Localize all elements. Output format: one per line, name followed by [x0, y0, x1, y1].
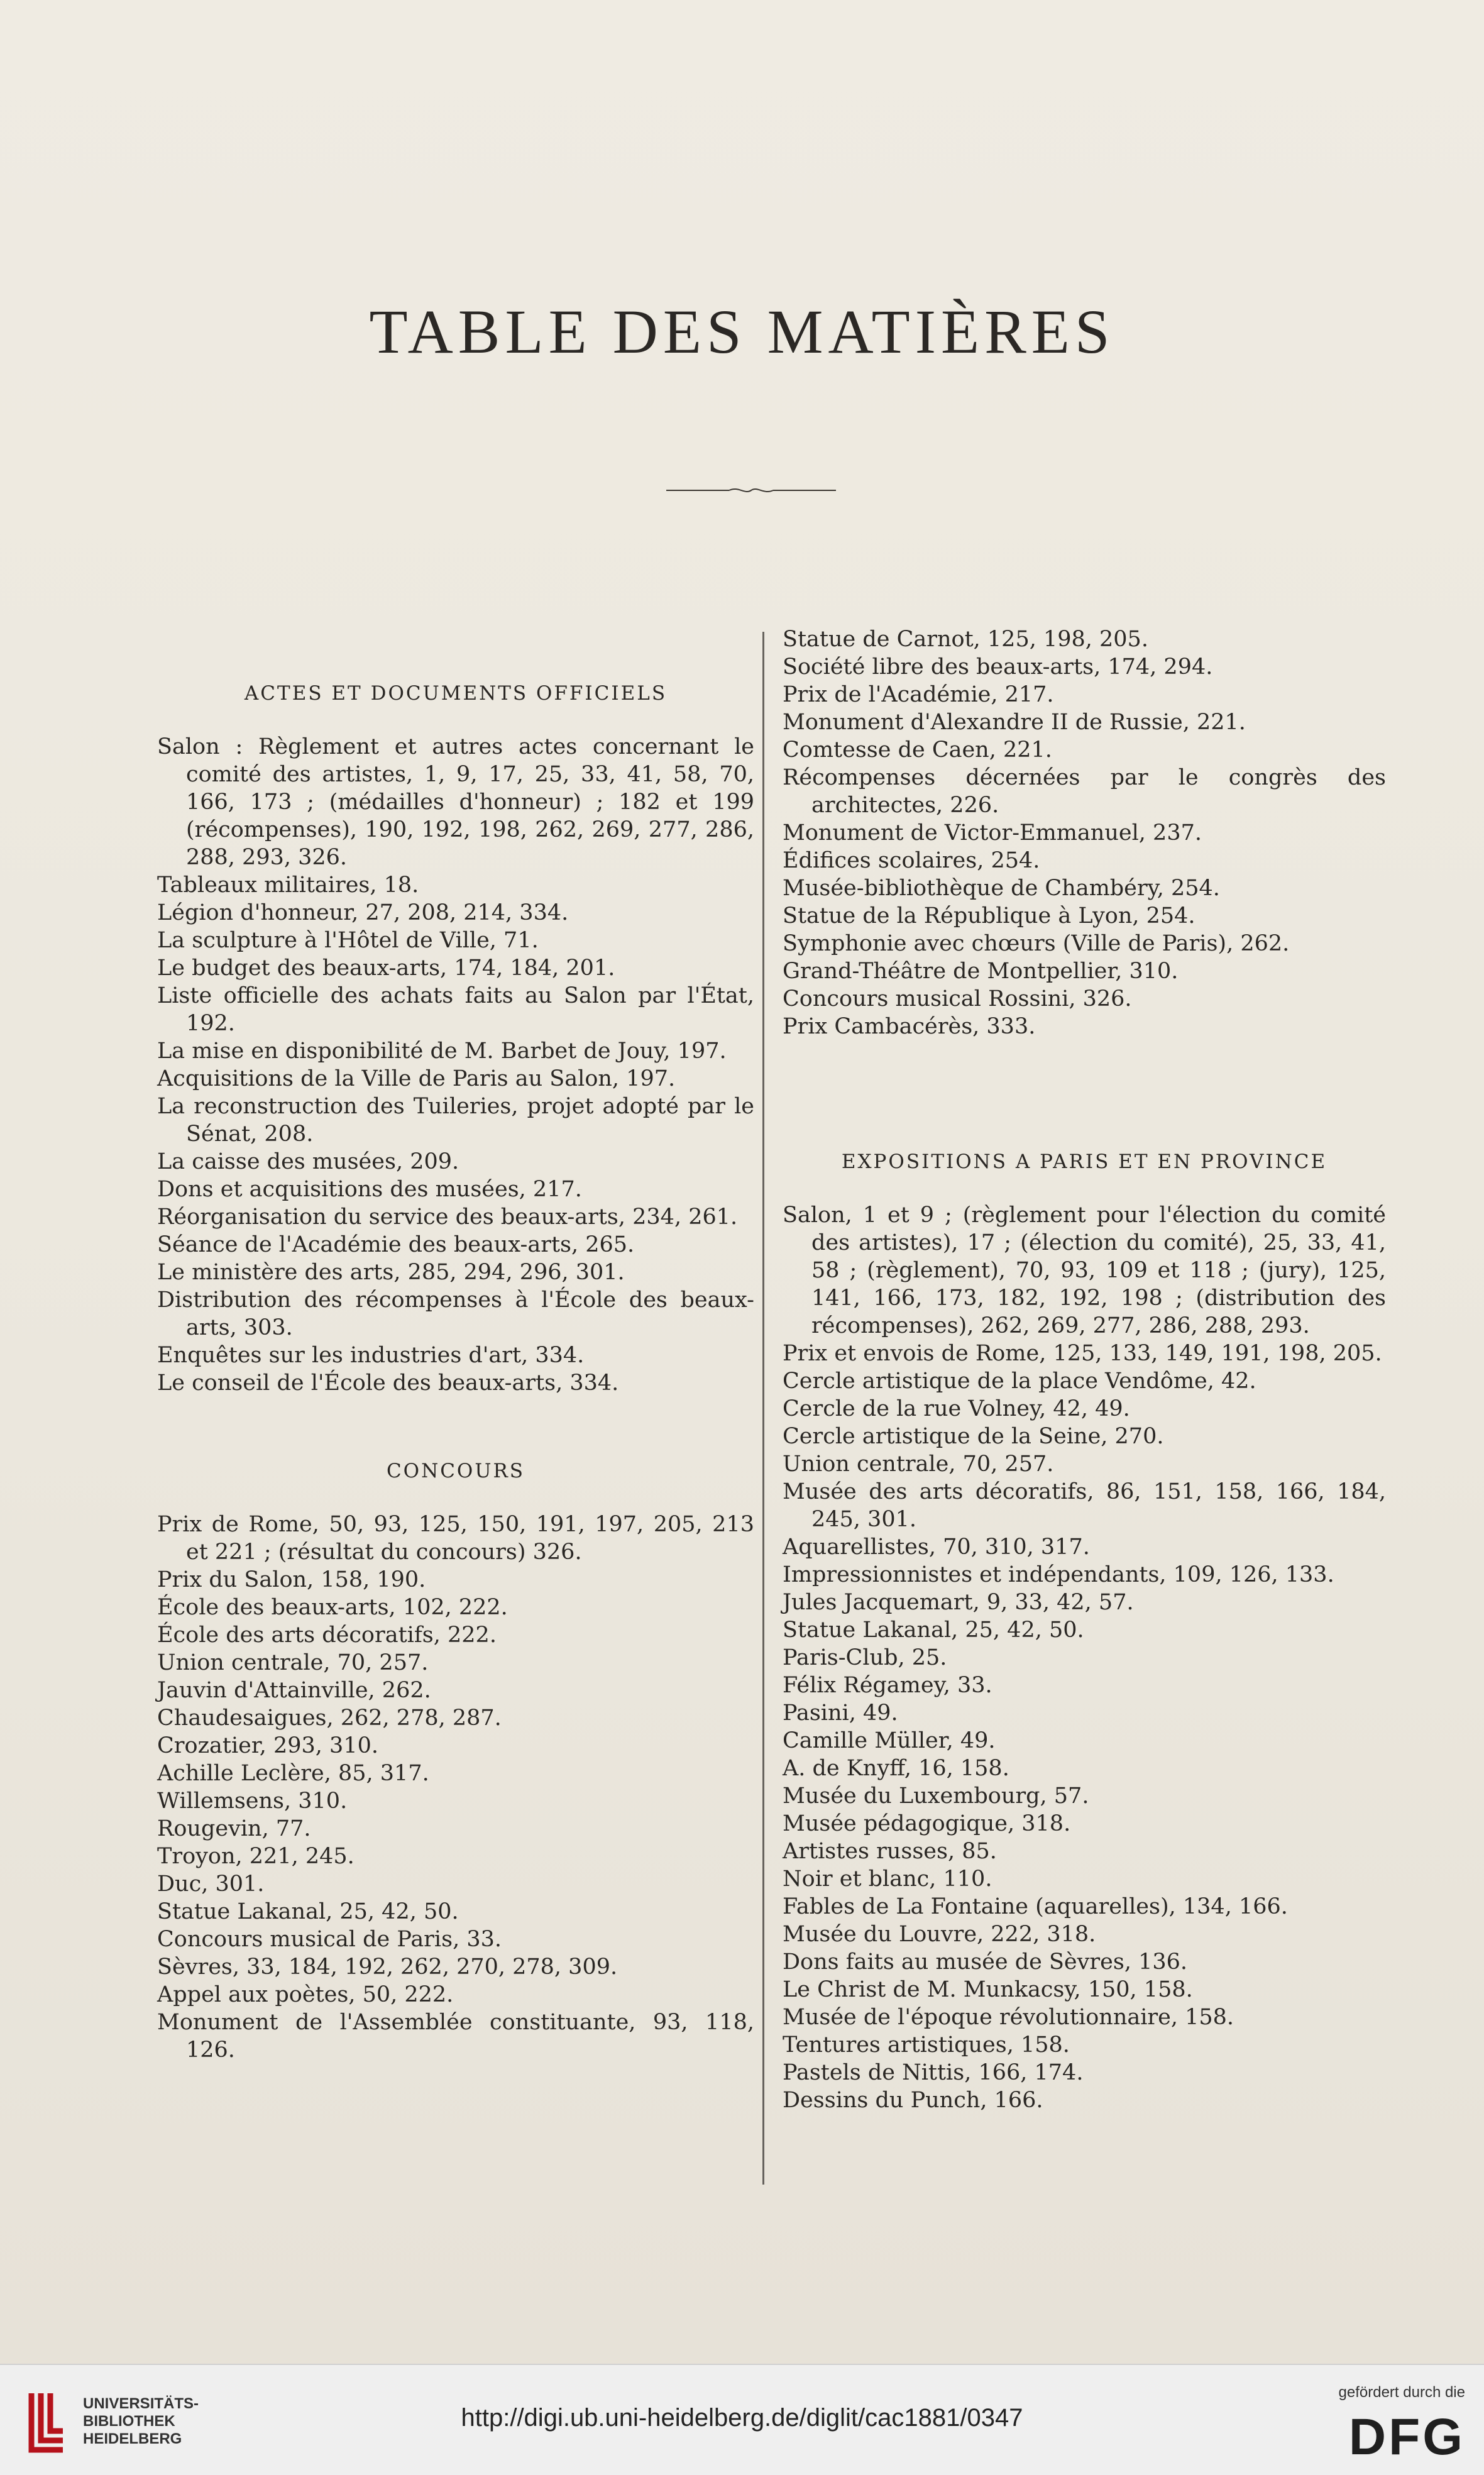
- index-entry: Musée des arts décoratifs, 86, 151, 158, 166, 184, 245, 301.: [783, 1479, 1386, 1532]
- index-entry: Le ministère des arts, 285, 294, 296, 301.: [157, 1260, 625, 1285]
- index-entry: Salon, 1 et 9 ; (règlement pour l'élection du comité des artistes), 17 ; (élection du comité), 25, 33, 41, 58 ; (règlement), 70, 93, 109 et 118 ; (jury), 125, 141, 166, 173, 182, 192, 198 ; (distribution des récompenses), 262, 269, 277, 286, 288, 293.: [783, 1203, 1386, 1338]
- index-entry: Musée du Luxembourg, 57.: [783, 1783, 1089, 1809]
- index-entry: Willemsens, 310.: [157, 1789, 348, 1814]
- entries-actes: [157, 733, 754, 1397]
- index-entry: Société libre des beaux-arts, 174, 294.: [783, 654, 1213, 680]
- index-entry: Aquarellistes, 70, 310, 317.: [783, 1535, 1090, 1560]
- source-url-link[interactable]: http://digi.ub.uni-heidelberg.de/diglit/cac1881/0347: [461, 2404, 1023, 2432]
- index-entry: Duc, 301.: [157, 1871, 265, 1897]
- index-entry: Statue Lakanal, 25, 42, 50.: [157, 1899, 459, 1924]
- page-title: TABLE DES MATIÈRES: [369, 297, 1115, 367]
- index-entry: Prix du Salon, 158, 190.: [157, 1567, 426, 1592]
- index-entry: Prix et envois de Rome, 125, 133, 149, 191, 198, 205.: [783, 1341, 1382, 1366]
- index-entry: Artistes russes, 85.: [783, 1839, 997, 1864]
- index-entry: Prix de Rome, 50, 93, 125, 150, 191, 197, 205, 213 et 221 ; (résultat du concours) 326.: [157, 1512, 754, 1565]
- index-entry: Jules Jacquemart, 9, 33, 42, 57.: [783, 1590, 1134, 1615]
- index-entry: Rougevin, 77.: [157, 1816, 311, 1841]
- ornament-divider: [666, 481, 836, 500]
- section-gap: [783, 1040, 1386, 1150]
- digitization-footer: [0, 2364, 1484, 2475]
- entries-expositions: [783, 1201, 1386, 2114]
- index-entry: Camille Müller, 49.: [783, 1728, 996, 1753]
- index-entry: Enquêtes sur les industries d'art, 334.: [157, 1343, 585, 1368]
- index-entry: Le budget des beaux-arts, 174, 184, 201.: [157, 956, 615, 981]
- index-entry: La reconstruction des Tuileries, projet adopté par le Sénat, 208.: [157, 1094, 754, 1147]
- index-entry: Édifices scolaires, 254.: [783, 848, 1040, 873]
- index-entry: Dessins du Punch, 166.: [783, 2088, 1043, 2113]
- index-entry: Statue Lakanal, 25, 42, 50.: [783, 1618, 1084, 1643]
- index-entry: Récompenses décernées par le congrès des architectes, 226.: [783, 765, 1386, 818]
- index-entry: Distribution des récompenses à l'École des beaux-arts, 303.: [157, 1287, 754, 1340]
- index-entry: Cercle de la rue Volney, 42, 49.: [783, 1396, 1130, 1421]
- index-entry: Comtesse de Caen, 221.: [783, 737, 1052, 763]
- index-entry: Musée de l'époque révolutionnaire, 158.: [783, 2005, 1234, 2030]
- index-entry: Monument d'Alexandre II de Russie, 221.: [783, 710, 1246, 735]
- index-entry: Pasini, 49.: [783, 1701, 898, 1726]
- index-entry: Acquisitions de la Ville de Paris au Salon, 197.: [157, 1066, 676, 1091]
- index-entry: Symphonie avec chœurs (Ville de Paris), 262.: [783, 931, 1290, 956]
- column-divider: [762, 632, 764, 2185]
- index-entry: Statue de Carnot, 125, 198, 205.: [783, 627, 1148, 652]
- index-entry: Musée pédagogique, 318.: [783, 1811, 1071, 1836]
- index-entry: Troyon, 221, 245.: [157, 1844, 355, 1869]
- index-entry: Union centrale, 70, 257.: [157, 1650, 429, 1675]
- section-gap: [157, 1397, 754, 1460]
- index-entry: École des arts décoratifs, 222.: [157, 1623, 497, 1648]
- index-entry: Prix Cambacérès, 333.: [783, 1014, 1036, 1039]
- index-entry: École des beaux-arts, 102, 222.: [157, 1595, 508, 1620]
- index-entry: Achille Leclère, 85, 317.: [157, 1761, 429, 1786]
- index-entry: Monument de l'Assemblée constituante, 93, 118, 126.: [157, 2010, 754, 2063]
- entries-continued: [783, 626, 1386, 1040]
- index-entry: Musée du Louvre, 222, 318.: [783, 1922, 1096, 1947]
- index-entry: Concours musical de Paris, 33.: [157, 1927, 502, 1952]
- entries-concours: [157, 1511, 754, 2064]
- index-entry: Union centrale, 70, 257.: [783, 1452, 1054, 1477]
- index-entry: Cercle artistique de la place Vendôme, 42.: [783, 1369, 1256, 1394]
- index-entry: Monument de Victor-Emmanuel, 237.: [783, 820, 1202, 846]
- index-entry: Légion d'honneur, 27, 208, 214, 334.: [157, 900, 569, 925]
- index-entry: Salon : Règlement et autres actes concernant le comité des artistes, 1, 9, 17, 25, 33, 41, 58, 70, 166, 173 ; (médailles d'honneur) ; 182 et 199 (récompenses), 190, 192, 198, 262, 269, 277, 286, 288, 293, 326.: [157, 734, 754, 870]
- library-line: BIBLIOTHEK: [83, 2413, 175, 2430]
- index-entry: Réorganisation du service des beaux-arts, 234, 261.: [157, 1204, 738, 1230]
- index-entry: Séance de l'Académie des beaux-arts, 265.: [157, 1232, 635, 1257]
- index-entry: Chaudesaigues, 262, 278, 287.: [157, 1706, 502, 1731]
- index-entry: Noir et blanc, 110.: [783, 1866, 992, 1892]
- section-heading-actes: ACTES ET DOCUMENTS OFFICIELS: [244, 682, 668, 705]
- index-entry: Liste officielle des achats faits au Salon par l'État, 192.: [157, 983, 754, 1036]
- index-entry: Fables de La Fontaine (aquarelles), 134, 166.: [783, 1894, 1288, 1919]
- index-entry: Concours musical Rossini, 326.: [783, 986, 1132, 1011]
- index-entry: Grand-Théâtre de Montpellier, 310.: [783, 959, 1179, 984]
- section-heading-concours: CONCOURS: [386, 1460, 525, 1482]
- index-entry: Dons et acquisitions des musées, 217.: [157, 1177, 582, 1202]
- index-entry: Tableaux militaires, 18.: [157, 873, 419, 898]
- index-entry: Sèvres, 33, 184, 192, 262, 270, 278, 309.: [157, 1954, 618, 1980]
- index-entry: La mise en disponibilité de M. Barbet de Jouy, 197.: [157, 1039, 727, 1064]
- index-entry: Musée-bibliothèque de Chambéry, 254.: [783, 876, 1220, 901]
- library-line: HEIDELBERG: [83, 2430, 182, 2447]
- index-entry: Tentures artistiques, 158.: [783, 2032, 1070, 2058]
- index-entry: Jauvin d'Attainville, 262.: [157, 1678, 431, 1703]
- index-entry: Prix de l'Académie, 217.: [783, 682, 1054, 707]
- index-entry: La caisse des musées, 209.: [157, 1149, 459, 1174]
- right-column: [783, 626, 1386, 2114]
- index-entry: A. de Knyff, 16, 158.: [783, 1756, 1009, 1781]
- dfg-logo: DFG: [1348, 2408, 1465, 2466]
- library-line: UNIVERSITÄTS-: [83, 2395, 199, 2412]
- funded-by-text: gefördert durch die: [1338, 2384, 1465, 2401]
- index-entry: Dons faits au musée de Sèvres, 136.: [783, 1949, 1187, 1975]
- index-entry: Crozatier, 293, 310.: [157, 1733, 378, 1758]
- index-entry: Le conseil de l'École des beaux-arts, 334.: [157, 1370, 619, 1396]
- index-entry: Impressionnistes et indépendants, 109, 126, 133.: [783, 1562, 1334, 1587]
- index-entry: La sculpture à l'Hôtel de Ville, 71.: [157, 928, 539, 953]
- left-column: [157, 682, 754, 2064]
- section-heading-expositions: EXPOSITIONS A PARIS ET EN PROVINCE: [841, 1150, 1327, 1173]
- index-entry: Cercle artistique de la Seine, 270.: [783, 1424, 1164, 1449]
- index-entry: Félix Régamey, 33.: [783, 1673, 992, 1698]
- index-entry: Pastels de Nittis, 166, 174.: [783, 2060, 1084, 2085]
- index-entry: Le Christ de M. Munkacsy, 150, 158.: [783, 1977, 1193, 2002]
- index-entry: Appel aux poètes, 50, 222.: [157, 1982, 454, 2007]
- index-entry: Paris-Club, 25.: [783, 1645, 947, 1670]
- index-entry: Statue de la République à Lyon, 254.: [783, 903, 1195, 929]
